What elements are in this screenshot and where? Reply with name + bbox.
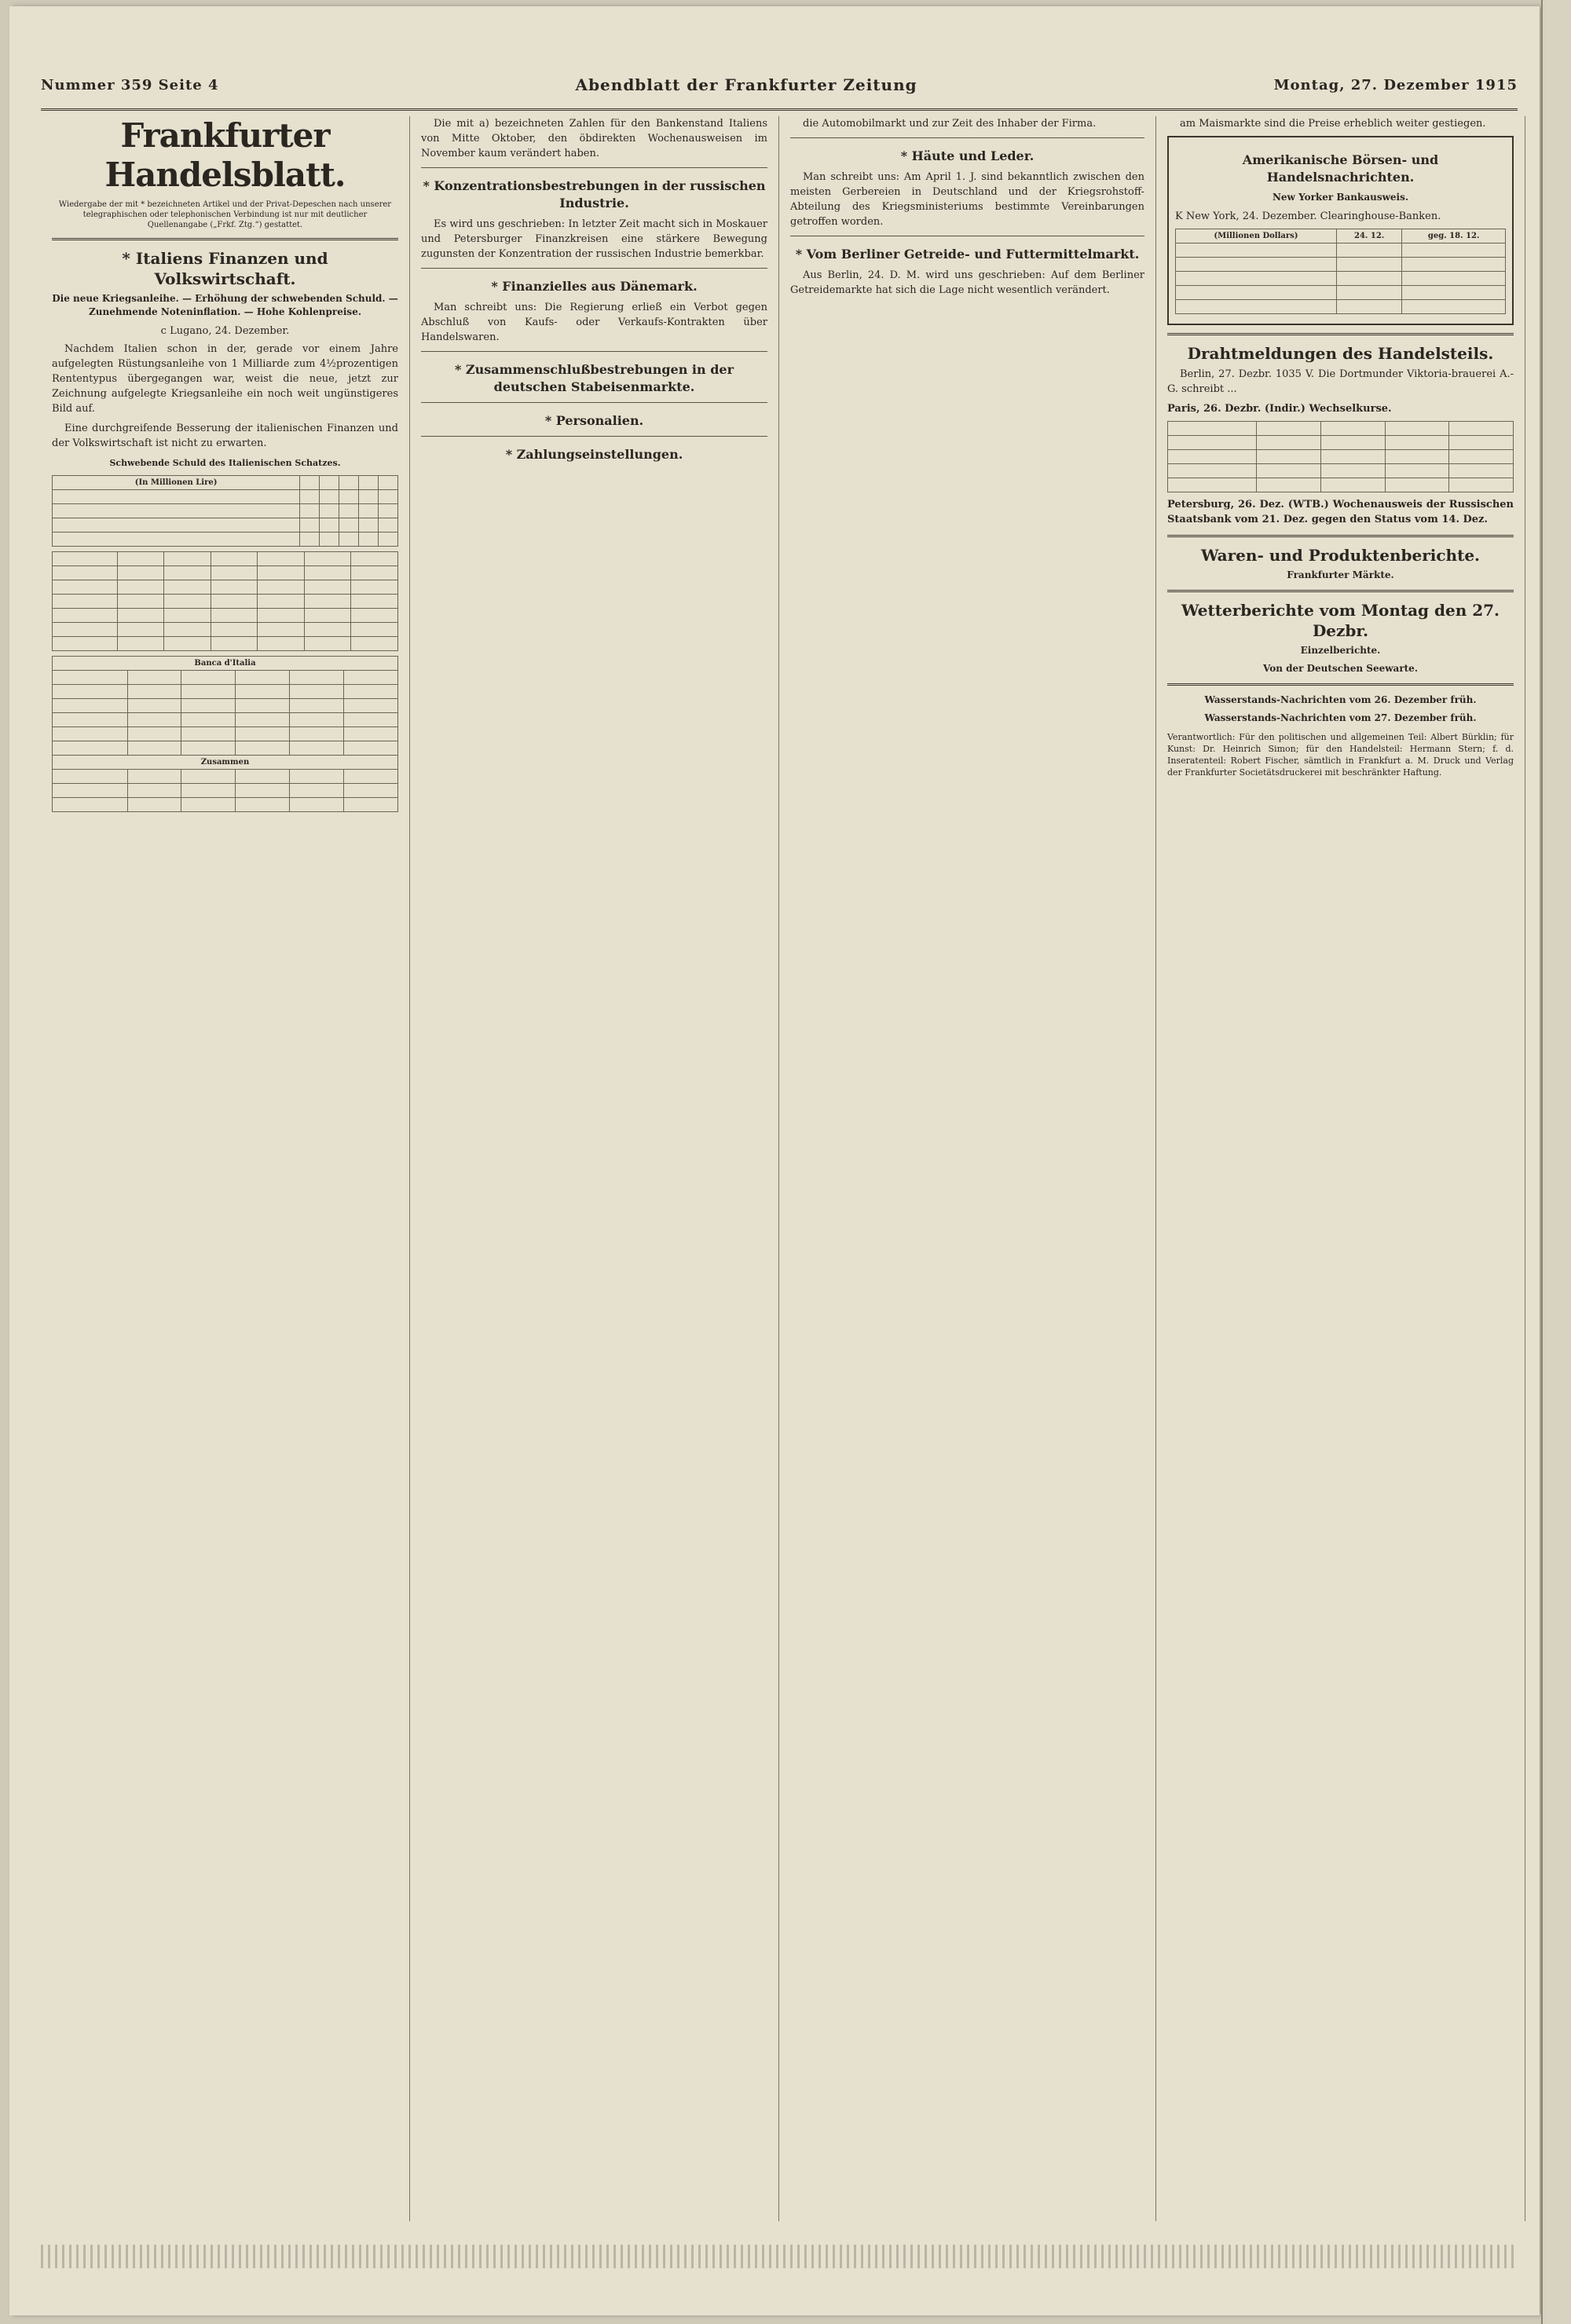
paris-title: Paris, 26. Dezbr. (Indir.) Wechselkurse. <box>1167 403 1392 415</box>
headline-russia: * Konzentrationsbestrebungen in der russischen Industrie. <box>423 178 766 210</box>
adjacent-page-edge <box>1541 0 1571 2324</box>
paragraph: Nachdem Italien schon in der, gerade vor einem Jahre aufgelegten Rüstungsanleihe von 1 Milliarde zum 4½prozentigen Rententypus übergegangen war, weist die neue, jetzt zur Zeichnung aufgelegte Kriegsanleihe ein noch weit ungünstigeres Bild auf. <box>52 343 398 415</box>
amerika-box <box>1167 136 1514 325</box>
headline-getreide: * Vom Berliner Getreide- und Futtermittelmarkt. <box>795 247 1140 262</box>
column-3 <box>779 116 1156 2221</box>
bank-table-title: Banca d'Italia <box>53 657 398 671</box>
column-4 <box>1156 116 1525 2221</box>
wasser-26: Wasserstands-Nachrichten vom 26. Dezember früh. <box>1204 694 1477 705</box>
column-2 <box>410 116 779 2221</box>
headline-italy: * Italiens Finanzen und Volkswirtschaft. <box>122 249 328 288</box>
paragraph: Eine durchgreifende Besserung der italienischen Finanzen und der Volkswirtschaft ist nicht zu erwarten. <box>52 423 398 449</box>
newspaper-page <box>9 6 1540 2315</box>
dateline-italy: c Lugano, 24. Dezember. <box>160 325 290 337</box>
seewarte: Von der Deutschen Seewarte. <box>1263 663 1418 674</box>
sub-waren: Frankfurter Märkte. <box>1287 569 1394 580</box>
paris-table <box>1167 421 1514 492</box>
masthead <box>41 61 1518 111</box>
deck-italy: Die neue Kriegsanleihe. — Erhöhung der schwebenden Schuld. — Zunehmende Noteninflation. — Hohe Kohlenpreise. <box>52 293 398 317</box>
einzel: Einzelberichte. <box>1300 645 1381 656</box>
paragraph: am Maismarkte sind die Preise erheblich weiter gestiegen. <box>1180 118 1486 130</box>
headline-zahlung: * Zahlungseinstellungen. <box>505 447 683 462</box>
paragraph: Es wird uns geschrieben: In letzter Zeit macht sich in Moskauer und Petersburger Finanzkreisen eine stärkere Bewegung zugunsten der Konzentration der russischen Industrie bemerkbar. <box>421 218 767 260</box>
imprint: Verantwortlich: Für den politischen und allgemeinen Teil: Albert Bürklin; für Kunst: Dr. Heinrich Simon; für den Handelsteil: Hermann Stern; f. d. Inseratenteil: Robert Fischer, sämtlich in Frankfurt a. M. Druck und Verlag der Frankfurter Societätsdruckerei mit beschränkter Haftung. <box>1167 732 1514 778</box>
headline-wetter: Wetterberichte vom Montag den 27. Dezbr. <box>1181 601 1500 640</box>
ny-col1: 24. 12. <box>1336 229 1401 243</box>
table-unit: (In Millionen Lire) <box>53 476 300 490</box>
petersburg-title: Petersburg, 26. Dez. (WTB.) Wochenausweis der Russischen Staatsbank vom 21. Dez. gegen den Status vom 14. Dez. <box>1167 499 1514 525</box>
footer-strip <box>41 2245 1518 2268</box>
sub-amerika: New Yorker Bankausweis. <box>1272 192 1409 203</box>
bank-table-total: Zusammen <box>53 756 398 770</box>
newspaper-title: Abendblatt der Frankfurter Zeitung <box>575 75 917 94</box>
ny-unit: (Millionen Dollars) <box>1176 229 1337 243</box>
exchange-table <box>52 551 398 651</box>
headline-stabeisen: * Zusammenschlußbestrebungen in der deutschen Stabeisenmarkte. <box>454 362 734 394</box>
issue-number: Nummer 359 Seite 4 <box>41 76 219 93</box>
headline-waren: Waren- und Produktenberichte. <box>1200 546 1481 565</box>
paragraph: Berlin, 27. Dezbr. 1035 V. Die Dortmunder Viktoria-brauerei A.-G. schreibt ... <box>1167 368 1514 395</box>
reprint-note: Wiedergabe der mit * bezeichneten Artikel und der Privat-Depeschen nach unserer telegraphischen oder telephonischen Verbindung ist nur mit deutlicher Quellenangabe („Frkf. Ztg.“) gestattet. <box>58 200 392 229</box>
ny-col2: geg. 18. 12. <box>1402 229 1506 243</box>
headline-personalien: * Personalien. <box>544 413 644 428</box>
ny-line: K New York, 24. Dezember. Clearinghouse-Banken. <box>1175 210 1441 222</box>
column-1 <box>41 116 410 2221</box>
wasser-27: Wasserstands-Nachrichten vom 27. Dezember früh. <box>1204 712 1477 723</box>
paragraph: Man schreibt uns: Die Regierung erließ ein Verbot gegen Abschluß von Kaufs- oder Verkaufs-Kontrakten über Handelswaren. <box>421 302 767 343</box>
headline-leder: * Häute und Leder. <box>900 148 1035 163</box>
headline-denmark: * Finanzielles aus Dänemark. <box>491 279 698 294</box>
table-caption: Schwebende Schuld des Italienischen Schatzes. <box>109 458 341 468</box>
debt-table <box>52 475 398 547</box>
paragraph: die Automobilmarkt und zur Zeit des Inhaber der Firma. <box>803 118 1097 130</box>
issue-date: Montag, 27. Dezember 1915 <box>1273 76 1518 93</box>
paragraph: Man schreibt uns: Am April 1. J. sind bekanntlich zwischen den meisten Gerbereien in Deutschland und der Kriegsrohstoff-Abteilung des Kriegsministeriums bestimmte Vereinbarungen getroffen worden. <box>790 171 1144 228</box>
headline-amerika: Amerikanische Börsen- und Handelsnachrichten. <box>1242 152 1439 185</box>
bank-table <box>52 656 398 812</box>
paragraph: Die mit a) bezeichneten Zahlen für den Bankenstand Italiens von Mitte Oktober, den öbdirekten Wochenausweisen im November kaum verändert haben. <box>421 118 767 159</box>
headline-draht: Drahtmeldungen des Handelsteils. <box>1187 344 1494 363</box>
section-title: Frankfurter Handelsblatt. <box>104 116 346 194</box>
paragraph: Aus Berlin, 24. D. M. wird uns geschrieben: Auf dem Berliner Getreidemarkte hat sich die Lage nicht wesentlich verändert. <box>790 269 1144 296</box>
ny-table <box>1175 229 1506 314</box>
